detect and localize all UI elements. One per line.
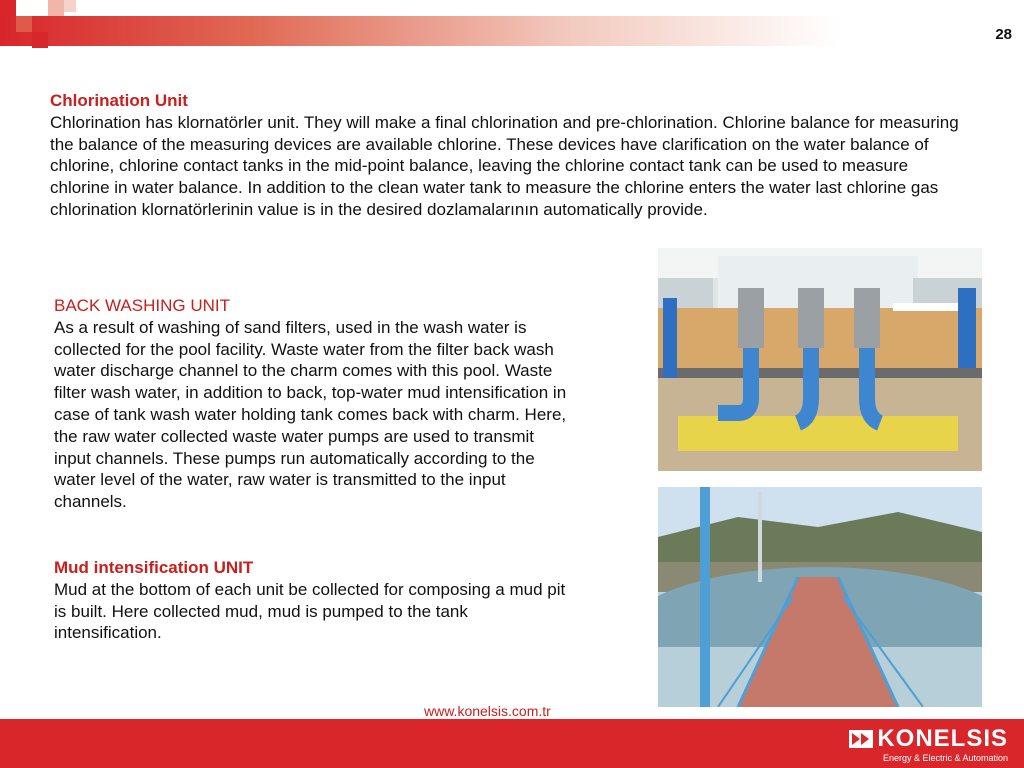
pump-room-photo <box>658 248 982 471</box>
mud-heading: Mud intensification UNIT <box>54 558 254 577</box>
konelsis-logo-icon <box>849 730 873 748</box>
settling-tank-photo <box>658 487 982 707</box>
header-square-2 <box>16 16 32 32</box>
back-washing-heading: BACK WASHING UNIT <box>54 296 230 315</box>
back-washing-section <box>54 295 574 513</box>
header-square-3 <box>48 0 64 16</box>
back-washing-text: As a result of washing of sand filters, used in the wash water is collected for the pool facility. Waste water from the filter back wash water discharge channel to the charm comes with this pool. Waste filter wash water, in addition to back, top-water mud intensification in case of tank wash water holding tank comes back with charm. Here, the raw water collected waste water pumps are used to transmit input channels. These pumps run automatically according to the water level of the water, raw water is transmitted to the input channels. <box>54 317 567 512</box>
header-square-4 <box>32 32 48 48</box>
header-square-5 <box>64 0 76 12</box>
konelsis-logo <box>849 727 1008 763</box>
header-square-1 <box>0 0 16 16</box>
chlorination-text: Chlorination has klornatörler unit. They will make a final chlorination and pre-chlorination. Chlorine balance for measuring the balance of the measuring devices are available chlorine. These devices have clarification on the water balance of chlorine, chlorine contact tanks in the mid-point balance, leaving the chlorine contact tank can be used to measure chlorine in water balance. In addition to the clean water tank to measure the chlorine enters the water last chlorine gas chlorination klornatörlerinin value is in the desired dozlamalarının automatically provide. <box>50 112 959 219</box>
mud-section <box>54 557 574 644</box>
chlorination-section <box>50 90 970 221</box>
page-number: 28 <box>995 26 1012 43</box>
logo-tagline: Energy & Electric & Automation <box>882 753 1008 763</box>
website-url[interactable]: www.konelsis.com.tr <box>424 703 551 719</box>
logo-name: KONELSIS <box>877 725 1008 752</box>
header-gradient-bar <box>0 16 1024 46</box>
chlorination-heading: Chlorination Unit <box>50 91 188 110</box>
mud-text: Mud at the bottom of each unit be collected for composing a mud pit is built. Here collected mud, mud is pumped to the tank intensification. <box>54 579 566 643</box>
